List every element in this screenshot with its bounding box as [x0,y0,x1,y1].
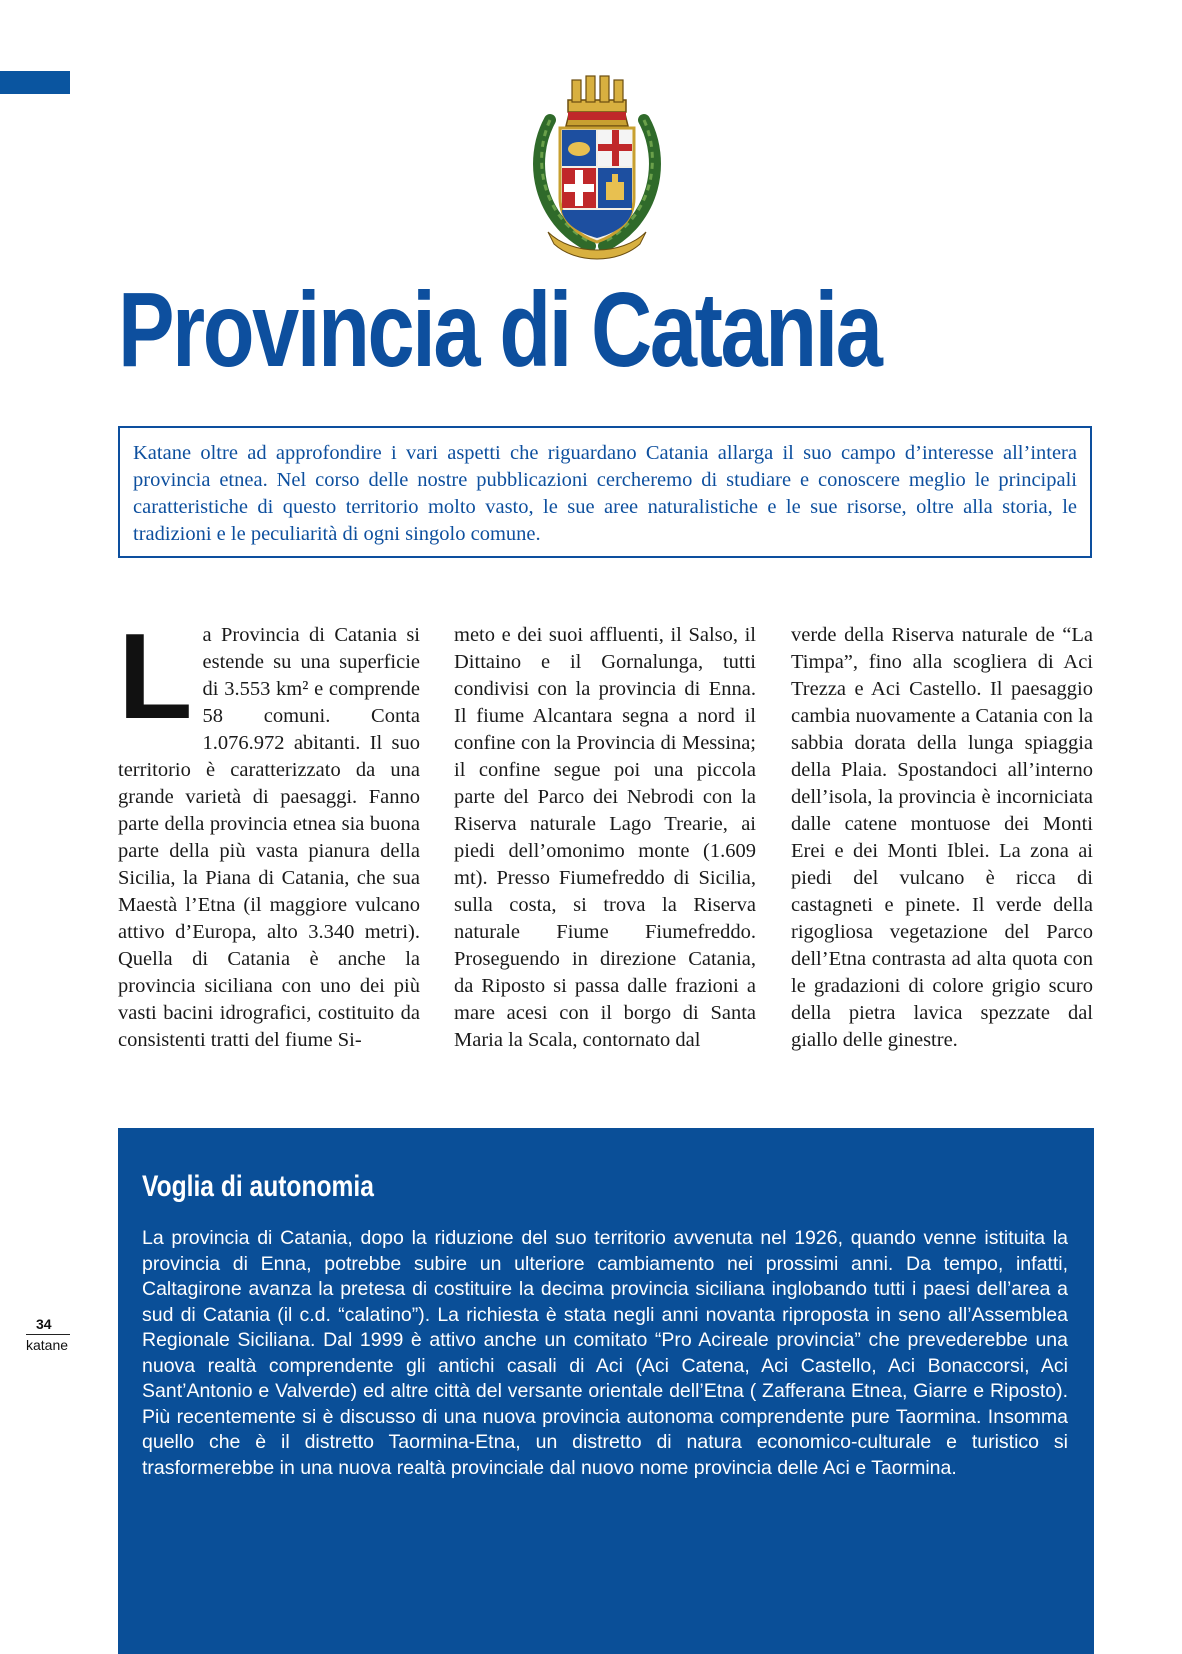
page-number: 34 [36,1316,52,1332]
page-title: Provincia di Catania [118,271,881,389]
autonomy-sidebar-box [118,1128,1094,1654]
intro-box [118,426,1092,558]
intro-text: Katane oltre ad approfondire i vari aspetti che riguardano Catania allarga il suo campo d’interesse all’intera provincia etnea. Nel corso delle nostre pubblicazioni cercheremo di studiare e conoscere meglio le principali caratteristiche di questo territorio molto vasto, le sue aree naturalistiche e le sue risorse, oltre alla storia, le tradizioni e le peculiarità di ogni singolo comune. [133,442,1077,545]
article-column-1-text: a Provincia di Catania si estende su una superficie di 3.553 km² e comprende 58 comuni. Conta 1.076.972 abitanti. Il suo territorio è caratterizzato da una grande varietà di paesaggi. Fanno parte della provincia etnea sia buona parte della più vasta pianura della Sicilia, la Piana di Catania, che sua Maestà l’Etna (il maggiore vulcano attivo d’Europa, alto 3.340 metri). Quella di Catania è anche la provincia siciliana con uno dei più vasti bacini idrografici, costituito da consistenti tratti del fiume Si- [118,624,420,1051]
drop-cap: L [118,608,193,744]
magazine-name: katane [26,1337,69,1353]
sidebar-box-text: La provincia di Catania, dopo la riduzione del suo territorio avvenuta nel 1926, quando venne istituita la provincia di Enna, potrebbe subire un ulteriore cambiamento nei prossimi anni. Da tempo, infatti, Caltagirone avanza la pretesa di costituire la decima provincia siciliana inglobando tutti i paesi dell’area a sud di Catania (il c.d. “calatino”). La richiesta è stata negli anni novanta riproposta in seno all’Assemblea Regionale Siciliana. Dal 1999 è attivo anche un comitato “Pro Acireale provincia” che prevederebbe una nuova realtà comprendente gli antichi casali di Aci (Aci Catena, Aci Castello, Aci Bonaccorsi, Aci Sant’Antonio e Valverde) ed altre città del versante orientale dell’Etna ( Zafferana Etnea, Giarre e Riposto). Più recentemente si è discusso di una nuova provincia autonoma comprendente pure Taormina. Insomma quello che è il distretto Taormina-Etna, un distretto di natura economico-culturale e turistico si trasformerebbe in una nuova realtà provinciale dal nuovo nome provincia delle Aci e Taormina. [142,1227,1068,1479]
article-column-1 [118,608,420,1054]
article-column-3-text: verde della Riserva naturale de “La Timpa”, fino alla scogliera di Aci Trezza e Aci Castello. Il paesaggio cambia nuovamente a Catania con la sabbia dorata della lunga spiaggia della Plaia. Spostandoci all’interno dell’isola, la provincia è incorniciata dalle catene montuose dei Monti Erei e dei Monti Iblei. La zona ai piedi del vulcano è ricca di castagneti e pinete. Il verde della rigogliosa vegetazione del Parco dell’Etna contrasta ad alta quota con le gradazioni di colore grigio scuro della pietra lavica spezzate dal giallo delle ginestre. [791,624,1093,1051]
sidebar-box-title: Voglia di autonomia [142,1170,374,1203]
corner-accent-bar [0,71,70,94]
footer-divider [26,1334,70,1335]
coat-of-arms-icon [528,70,666,268]
article-column-3 [791,622,1093,1054]
article-column-2 [454,622,756,1054]
article-column-2-text: meto e dei suoi affluenti, il Salso, il Dittaino e il Gornalunga, tutti condivisi con la provincia di Enna. Il fiume Alcantara segna a nord il confine con la Provincia di Messina; il confine segue poi una piccola parte del Parco dei Nebrodi con la Riserva naturale Lago Trearie, ai piedi dell’omonimo monte (1.609 mt). Presso Fiumefreddo di Sicilia, sulla costa, si trova la Riserva naturale Fiume Fiumefreddo. Proseguendo in direzione Catania, da Riposto si passa dalle frazioni a mare acesi con il borgo di Santa Maria la Scala, contornato dal [454,624,756,1051]
